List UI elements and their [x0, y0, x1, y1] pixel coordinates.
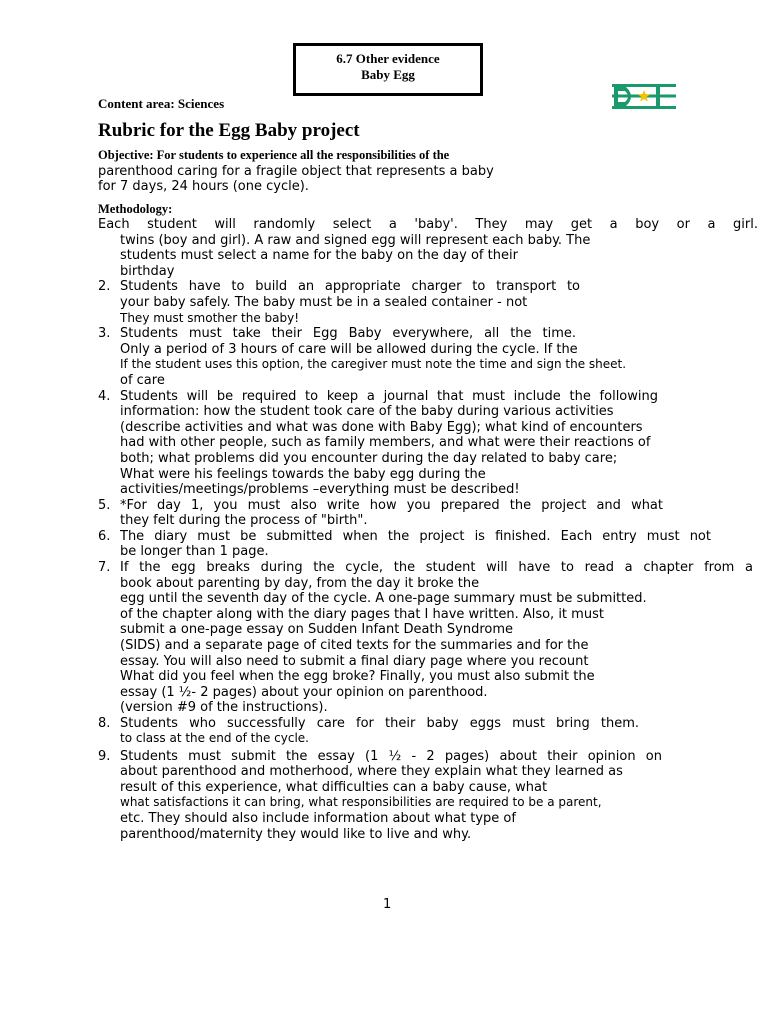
list-item-line: essay. You will also need to submit a final diary page where you recount	[120, 653, 589, 669]
list-item-line: about parenthood and motherhood, where they explain what they learned as	[120, 764, 623, 780]
list-item-line: parenthood/maternity they would like to live and why.	[120, 826, 472, 842]
list-item-line: The diary must be submitted when the project is finished. Each entry must not	[120, 528, 711, 544]
list-item-line: birthday	[120, 263, 175, 279]
list-item-line: What were his feelings towards the baby egg during the	[120, 466, 486, 482]
list-item-line: submit a one-page essay on Sudden Infant Death Syndrome	[120, 622, 514, 638]
list-item-line: Students have to build an appropriate charger to transport to	[120, 279, 580, 295]
list-item-line: Students must submit the essay (1 ½ - 2 pages) about their opinion on	[120, 748, 662, 764]
list-item-line: result of this experience, what difficulties can a baby cause, what	[120, 779, 548, 795]
list-item-number: 6.	[98, 528, 111, 544]
list-item-line: both; what problems did you encounter during the day related to baby care;	[120, 450, 618, 466]
content-area-label: Content area: Sciences	[98, 96, 225, 111]
section-subtitle: Baby Egg	[361, 67, 415, 82]
list-item	[98, 389, 758, 498]
list-item-line: *For day 1, you must also write how you prepared the project and what	[120, 497, 663, 513]
list-item-line: (SIDS) and a separate page of cited texts for the summaries and for the	[120, 638, 589, 654]
list-item	[98, 217, 758, 279]
list-item-line: If the student uses this option, the caregiver must note the time and sign the sheet.	[120, 357, 627, 372]
list-item-line: What did you feel when the egg broke? Finally, you must also submit the	[120, 669, 595, 685]
list-item-line: etc. They should also include information about what type of	[120, 810, 516, 826]
list-item-number: 2.	[98, 279, 111, 295]
list-item	[98, 529, 758, 560]
list-item-number: 9.	[98, 748, 111, 764]
list-item-line: information: how the student took care of the baby during various activities	[120, 404, 614, 420]
list-item-line: (describe activities and what was done with Baby Egg); what kind of encounters	[120, 419, 643, 435]
list-item	[98, 749, 758, 843]
list-item-line: activities/meetings/problems –everything must be described!	[120, 482, 520, 498]
list-item-line: of the chapter along with the diary pages that I have written. Also, it must	[120, 606, 604, 622]
school-logo-icon	[612, 83, 676, 110]
list-item-line: Students must take their Egg Baby everywhere, all the time.	[120, 326, 576, 342]
list-item-line: your baby safely. The baby must be in a sealed container - not	[120, 294, 528, 310]
list-item-line: essay (1 ½- 2 pages) about your opinion on parenthood.	[120, 684, 488, 700]
list-item	[98, 498, 758, 529]
list-item-line: If the egg breaks during the cycle, the student will have to read a chapter from a	[120, 560, 753, 576]
list-item-number: 8.	[98, 716, 111, 731]
list-item-line: (version #9 of the instructions).	[120, 700, 328, 716]
list-item-line: egg until the seventh day of the cycle. A one-page summary must be submitted.	[120, 591, 647, 607]
list-item-line: book about parenting by day, from the day it broke the	[120, 575, 480, 591]
list-item-number: 4.	[98, 388, 111, 404]
list-item-line: Students will be required to keep a journal that must include the following	[120, 388, 658, 404]
list-item-line: Students who successfully care for their baby eggs must bring them.	[120, 716, 639, 731]
list-item	[98, 560, 758, 716]
list-item	[98, 326, 758, 388]
list-item-line: They must smother the baby!	[120, 310, 300, 325]
list-item-line: had with other people, such as family members, and what were their reactions of	[120, 435, 651, 451]
list-item-line: be longer than 1 page.	[120, 544, 269, 560]
methodology-label: Methodology:	[98, 202, 173, 216]
objective-line-3: for 7 days, 24 hours (one cycle).	[98, 179, 309, 194]
document-title: Rubric for the Egg Baby project	[98, 120, 360, 141]
section-title: 6.7 Other evidence	[336, 51, 440, 66]
objective-label: Objective: For students to experience all the responsibilities of the	[98, 148, 450, 162]
objective-line-2: parenthood caring for a fragile object that represents a baby	[98, 163, 494, 179]
list-item-number: 5.	[98, 497, 111, 513]
list-item-number: 3.	[98, 326, 111, 342]
list-item-line: what satisfactions it can bring, what responsibilities are required to be a parent,	[120, 795, 602, 810]
list-item	[98, 279, 758, 326]
list-item-line: students must select a name for the baby on the day of their	[120, 248, 518, 264]
section-header-box	[293, 43, 483, 96]
objective	[98, 148, 718, 195]
list-item-line: to class at the end of the cycle.	[120, 730, 309, 745]
list-item-line: twins (boy and girl). A raw and signed egg will represent each baby. The	[120, 232, 591, 248]
methodology-list	[98, 217, 758, 842]
list-item	[98, 716, 758, 744]
list-item-number: 7.	[98, 560, 111, 576]
page-number: 1	[383, 897, 392, 912]
list-item-line: Each student will randomly select a 'baby'. They may get a boy or a girl.	[98, 217, 758, 232]
list-item-line: Only a period of 3 hours of care will be allowed during the cycle. If the	[120, 341, 578, 357]
list-item-line: of care	[120, 372, 165, 388]
list-item-line: they felt during the process of "birth".	[120, 513, 368, 529]
